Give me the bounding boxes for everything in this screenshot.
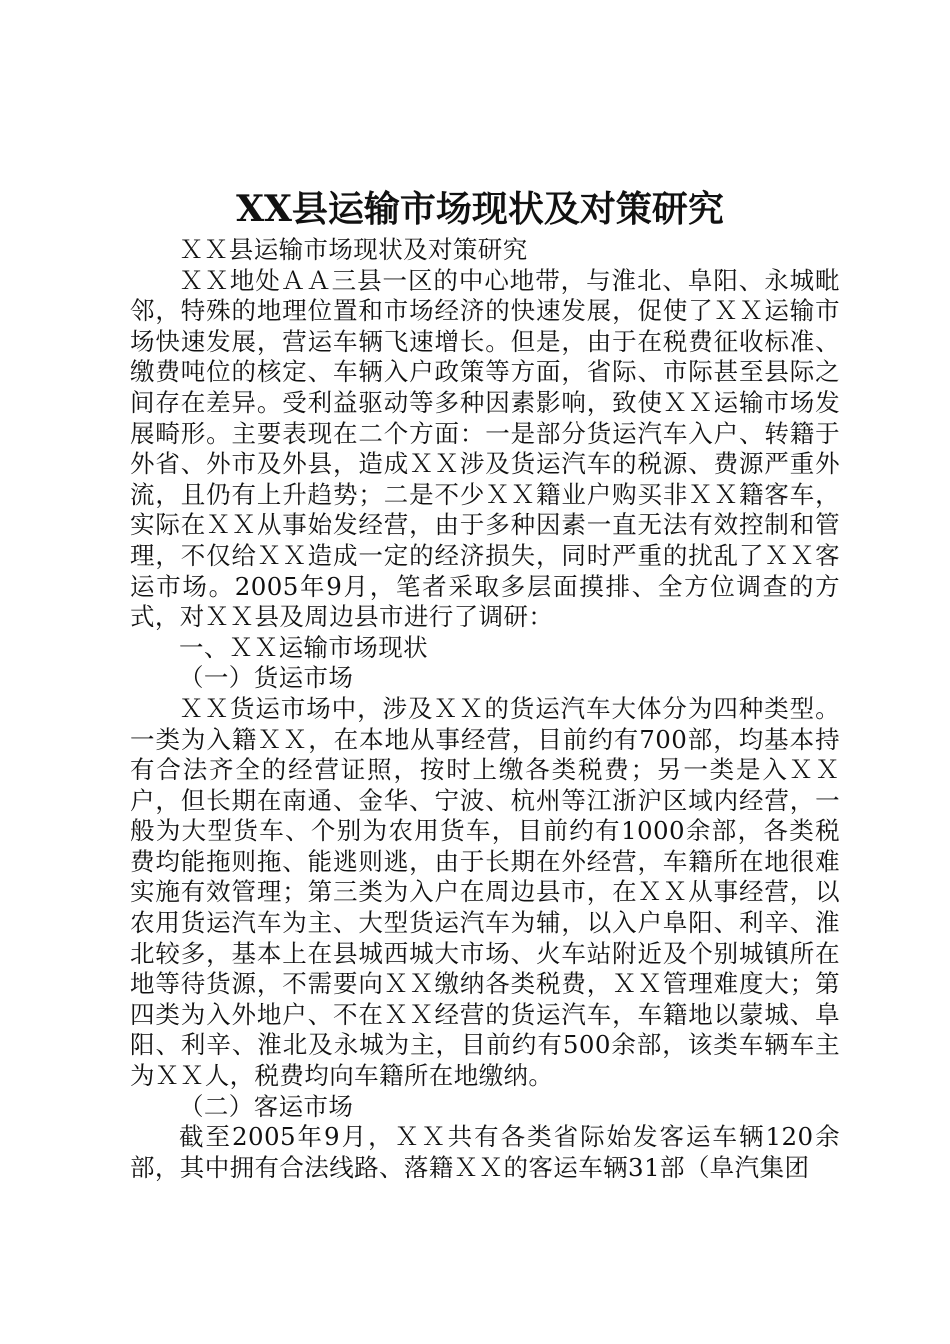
section-heading: 一、ＸＸ运输市场现状 xyxy=(179,632,428,662)
subtitle-paragraph: ＸＸ县运输市场现状及对策研究 xyxy=(179,235,528,264)
freight-paragraph: ＸＸ货运市场中，涉及ＸＸ的货运汽车大体分为四种类型。一类为入籍ＸＸ，在本地从事经营，目前约有700部，均基本持有合法齐全的经营证照，按时上缴各类税费；另一类是入ＸＸ户，但长期在南通、金华、宁波、杭州等江浙沪区域内经营，一般为大型货车、个别为农用货车，目前约有1000余部，各类税费均能拖则拖、能逃则逃，由于长期在外经营，车籍所在地很难实施有效管理；第三类为入户在周边县市，在ＸＸ从事经营，以农用货运汽车为主、大型货运汽车为辅，以入户阜阳、利辛、淮北较多，基本上在县城西城大市场、火车站附近及个别城镇所在地等待货源，不需要向ＸＸ缴纳各类税费，ＸＸ管理难度大；第四类为入外地户、不在ＸＸ经营的货运汽车，车籍地以蒙城、阜阳、利辛、淮北及永城为主，目前约有500余部，该类车辆车主为ＸＸ人，税费均向车籍所在地缴纳。 xyxy=(130,693,840,1091)
intro-paragraph: ＸＸ地处ＡＡ三县一区的中心地带，与淮北、阜阳、永城毗邻，特殊的地理位置和市场经济的快速发展，促使了ＸＸ运输市场快速发展，营运车辆飞速增长。但是，由于在税费征收标准、缴费吨位的核定、车辆入户政策等方面，省际、市际甚至县际之间存在差异。受利益驱动等多种因素影响，致使ＸＸ运输市场发展畸形。主要表现在二个方面：一是部分货运汽车入户、转籍于外省、外市及外县，造成ＸＸ涉及货运汽车的税源、费源严重外流，且仍有上升趋势；二是不少ＸＸ籍业户购买非ＸＸ籍客车，实际在ＸＸ从事始发经营，由于多种因素一直无法有效控制和管理，不仅给ＸＸ造成一定的经济损失，同时严重的扰乱了ＸＸ客运市场。2005年9月，笔者采取多层面摸排、全方位调查的方式，对ＸＸ县及周边县市进行了调研： xyxy=(130,265,840,632)
document-title: XX县运输市场现状及对策研究 xyxy=(236,188,724,230)
passenger-paragraph: 截至2005年9月，ＸＸ共有各类省际始发客运车辆120余部，其中拥有合法线路、落籍ＸＸ的客运车辆31部（阜汽集团 xyxy=(130,1122,840,1182)
subsection-heading-passenger: （二）客运市场 xyxy=(179,1091,354,1121)
subsection-heading-freight: （一）货运市场 xyxy=(179,663,354,693)
document-body xyxy=(130,235,840,1183)
